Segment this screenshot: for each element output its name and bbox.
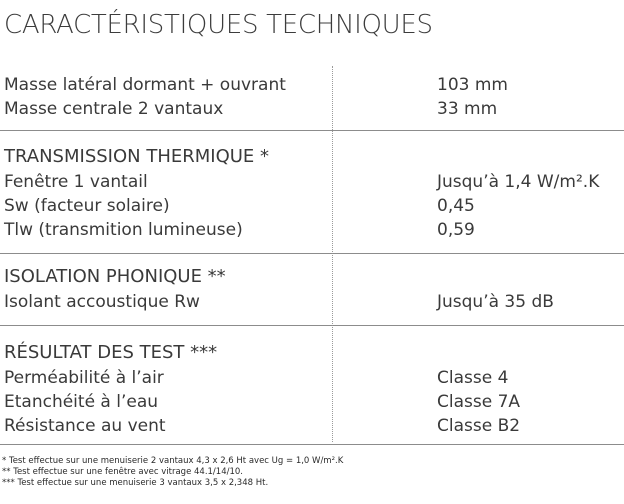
spec-value: Classe B2 xyxy=(437,416,521,436)
section-divider xyxy=(0,325,624,326)
section-divider xyxy=(0,130,624,131)
section-dimensions xyxy=(0,73,624,121)
page-title: CARACTÉRISTIQUES TECHNIQUES xyxy=(4,10,433,40)
spec-label: Fenêtre 1 vantail xyxy=(4,172,148,192)
spec-row xyxy=(0,218,624,242)
spec-label: Sw (facteur solaire) xyxy=(4,196,170,216)
footnotes xyxy=(2,456,343,489)
spec-row xyxy=(0,390,624,414)
spec-row xyxy=(0,170,624,194)
footnote: * Test effectue sur une menuiserie 2 vantaux 4,3 x 2,6 Ht avec Ug = 1,0 W/m².K xyxy=(2,456,344,466)
footnote: ** Test effectue sur une fenêtre avec vitrage 44.1/14/10. xyxy=(2,467,243,477)
spec-row xyxy=(0,194,624,218)
spec-value: 103 mm xyxy=(437,75,508,95)
spec-value: Jusqu’à 1,4 W/m².K xyxy=(437,172,600,192)
spec-value: 0,59 xyxy=(437,220,475,240)
section-divider xyxy=(0,253,624,254)
spec-row xyxy=(0,290,624,314)
spec-value: Jusqu’à 35 dB xyxy=(437,292,554,312)
spec-row xyxy=(0,97,624,121)
section-acoustic xyxy=(0,264,624,314)
spec-row xyxy=(0,366,624,390)
spec-value: Classe 4 xyxy=(437,368,509,388)
spec-label: Tlw (transmition lumineuse) xyxy=(4,220,243,240)
section-divider xyxy=(0,444,624,445)
footnote: *** Test effectue sur une menuiserie 3 vantaux 3,5 x 2,348 Ht. xyxy=(2,478,269,488)
section-thermal xyxy=(0,144,624,242)
spec-label: Résistance au vent xyxy=(4,416,166,436)
section-title: ISOLATION PHONIQUE ** xyxy=(4,266,226,287)
spec-label: Etanchéité à l’eau xyxy=(4,392,159,412)
spec-row xyxy=(0,414,624,438)
spec-label: Perméabilité à l’air xyxy=(4,368,164,388)
section-test-results xyxy=(0,340,624,438)
spec-value: 0,45 xyxy=(437,196,475,216)
spec-label: Isolant accoustique Rw xyxy=(4,292,200,312)
section-title: TRANSMISSION THERMIQUE * xyxy=(4,146,270,167)
spec-value: 33 mm xyxy=(437,99,498,119)
spec-label: Masse latéral dormant + ouvrant xyxy=(4,75,286,95)
spec-row xyxy=(0,73,624,97)
spec-label: Masse centrale 2 vantaux xyxy=(4,99,224,119)
section-title: RÉSULTAT DES TEST *** xyxy=(4,342,218,363)
spec-value: Classe 7A xyxy=(437,392,521,412)
